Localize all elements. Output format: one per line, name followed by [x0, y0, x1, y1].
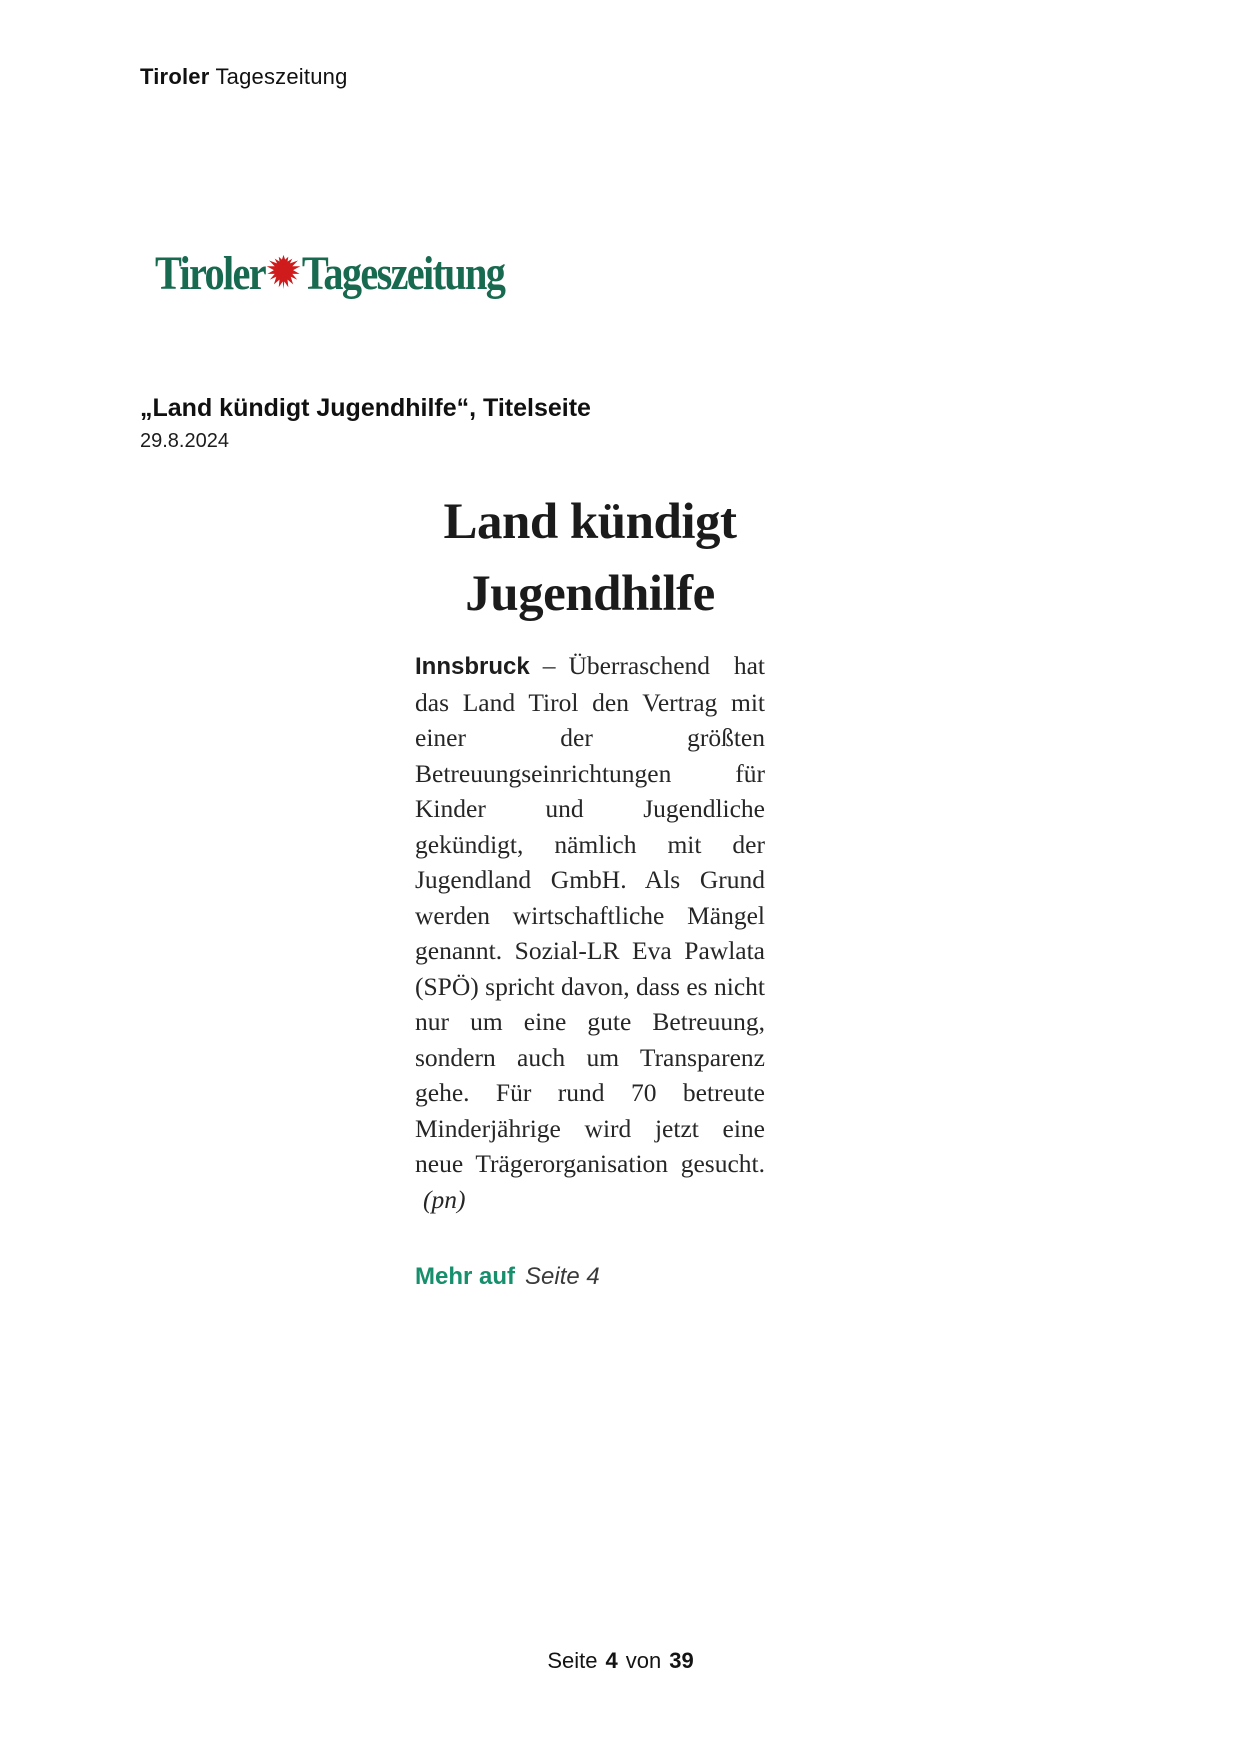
page-footer	[0, 1648, 1241, 1674]
logo-word-tageszeitung: Tageszeitung	[301, 247, 505, 300]
article-headline-line1: Land kündigt	[443, 494, 737, 550]
clipping-date: 29.8.2024	[140, 430, 229, 452]
article-headline-line2: Jugendhilfe	[465, 566, 715, 622]
article-lead-location: Innsbruck	[415, 653, 530, 680]
logo-word-tiroler: Tiroler	[155, 247, 265, 300]
more-label: Mehr auf	[415, 1263, 516, 1290]
running-header	[140, 64, 348, 90]
newspaper-logo	[155, 247, 505, 300]
running-header-brand-bold: Tiroler	[140, 64, 210, 89]
article-more-reference	[415, 1263, 765, 1291]
article-clipping	[415, 486, 765, 1291]
article-lead-dash: –	[542, 651, 556, 680]
tyrolean-eagle-icon	[266, 252, 301, 297]
footer-infix: von	[625, 1648, 662, 1673]
footer-current-page: 4	[605, 1648, 618, 1673]
clipping-title: „Land kündigt Jugendhilfe“, Titelseite	[140, 394, 591, 422]
footer-prefix: Seite	[547, 1648, 598, 1673]
footer-total-pages: 39	[669, 1648, 694, 1673]
more-target-page: Seite 4	[525, 1263, 600, 1290]
running-header-brand-rest: Tageszeitung	[215, 64, 348, 89]
article-byline: (pn)	[423, 1184, 466, 1214]
article-body	[415, 648, 765, 1217]
article-headline	[415, 486, 765, 630]
article-body-text: Überraschend hat das Land Tirol den Vertrag mit einer der größten Betreuungseinrichtungen für Kinder und Jugendliche gekündigt, nämlich mit der Jugendland GmbH. Als Grund werden wirtschaftliche Mängel genannt. Sozial-LR Eva Pawlata (SPÖ) spricht davon, dass es nicht nur um eine gute Betreuung, sondern auch um Transparenz gehe. Für rund 70 betreute Minderjährige wird jetzt eine neue Trägerorganisation gesucht.	[415, 651, 765, 1178]
